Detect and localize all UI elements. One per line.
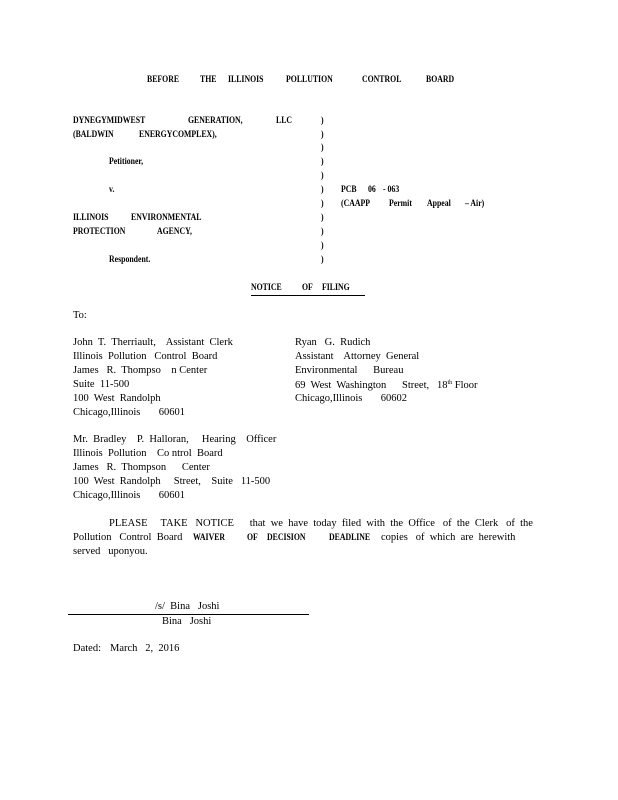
- petitioner-name: DYNEGYMIDWEST: [73, 116, 146, 126]
- caption-paren: ): [321, 227, 324, 237]
- petitioner-role: Petitioner,: [109, 157, 144, 167]
- notice-title-word: OF: [302, 283, 313, 293]
- case-type-4: – Air): [465, 199, 485, 209]
- document-title-word: OF: [247, 533, 258, 543]
- caption-paren: ): [321, 116, 324, 126]
- body-line: copies of which are herewith: [381, 532, 516, 543]
- caption-paren: ): [321, 130, 324, 140]
- notice-title-underline: [251, 295, 365, 296]
- document-title-word: DEADLINE: [329, 533, 371, 543]
- signer-name: Bina Joshi: [162, 616, 212, 627]
- respondent-name: ILLINOIS: [73, 213, 109, 223]
- header-before: BEFORE: [147, 75, 180, 85]
- respondent-name-3: PROTECTION: [73, 227, 126, 237]
- case-type-3: Appeal: [427, 199, 451, 209]
- case-number-year: 06: [368, 185, 376, 195]
- case-type: (CAAPP: [341, 199, 370, 209]
- address-line: 100 West Randolph Street, Suite 11-500: [73, 476, 271, 487]
- address-line: James R. Thompson Center: [73, 462, 210, 473]
- case-number-pcb: PCB: [341, 185, 357, 195]
- case-type-2: Permit: [389, 199, 412, 209]
- signature-line: [68, 614, 309, 615]
- address-line: Ryan G. Rudich: [295, 337, 371, 348]
- to-label: To:: [73, 310, 87, 321]
- header-pollution: POLLUTION: [286, 75, 333, 85]
- body-line: PLEASE TAKE NOTICE that we have today filed with the Office of the Clerk of the: [109, 518, 533, 529]
- caption-paren: ): [321, 143, 324, 153]
- respondent-name-2: ENVIRONMENTAL: [131, 213, 202, 223]
- header-board: BOARD: [426, 75, 455, 85]
- caption-paren: ): [321, 171, 324, 181]
- document-title-word: WAIVER: [193, 533, 226, 543]
- caption-paren: ): [321, 255, 324, 265]
- caption-paren: ): [321, 241, 324, 251]
- caption-paren: ): [321, 213, 324, 223]
- address-line: Environmental Bureau: [295, 365, 404, 376]
- address-line: John T. Therriault, Assistant Clerk: [73, 337, 233, 348]
- notice-title-word: NOTICE: [251, 283, 282, 293]
- respondent-name-4: AGENCY,: [157, 227, 192, 237]
- respondent-role: Respondent.: [109, 255, 151, 265]
- document-title-word: DECISION: [267, 533, 306, 543]
- address-line: Illinois Pollution Control Board: [73, 351, 218, 362]
- caption-paren: ): [321, 199, 324, 209]
- address-line: Assistant Attorney General: [295, 351, 420, 362]
- address-line: Chicago,Illinois 60602: [295, 393, 407, 404]
- address-line: Chicago,Illinois 60601: [73, 407, 185, 418]
- notice-title-word: FILING: [322, 283, 350, 293]
- dated-value: March 2, 2016: [110, 643, 180, 654]
- versus: v.: [109, 185, 115, 195]
- body-line: served uponyou.: [73, 546, 148, 557]
- address-line: James R. Thompso n Center: [73, 365, 208, 376]
- address-line: Chicago,Illinois 60601: [73, 490, 185, 501]
- electronic-signature: /s/ Bina Joshi: [155, 601, 220, 612]
- address-line: Suite 11-500: [73, 379, 130, 390]
- petitioner-facility: (BALDWIN: [73, 130, 114, 140]
- body-line: Pollution Control Board: [73, 532, 186, 543]
- petitioner-llc: LLC: [276, 116, 293, 126]
- address-line: 100 West Randolph: [73, 393, 161, 404]
- address-line: 69 West Washington Street, 18th Floor: [295, 380, 478, 391]
- petitioner-name-2: GENERATION,: [188, 116, 243, 126]
- address-line: Mr. Bradley P. Halloran, Hearing Officer: [73, 434, 277, 445]
- petitioner-facility-2: ENERGYCOMPLEX),: [139, 130, 217, 140]
- dated-label: Dated:: [73, 643, 101, 654]
- header-illinois: ILLINOIS: [228, 75, 264, 85]
- case-number-seq: - 063: [383, 185, 400, 195]
- caption-paren: ): [321, 185, 324, 195]
- header-control: CONTROL: [362, 75, 402, 85]
- caption-paren: ): [321, 157, 324, 167]
- header-the: THE: [200, 75, 217, 85]
- floor-suffix: th: [447, 380, 453, 386]
- address-line: Illinois Pollution Co ntrol Board: [73, 448, 223, 459]
